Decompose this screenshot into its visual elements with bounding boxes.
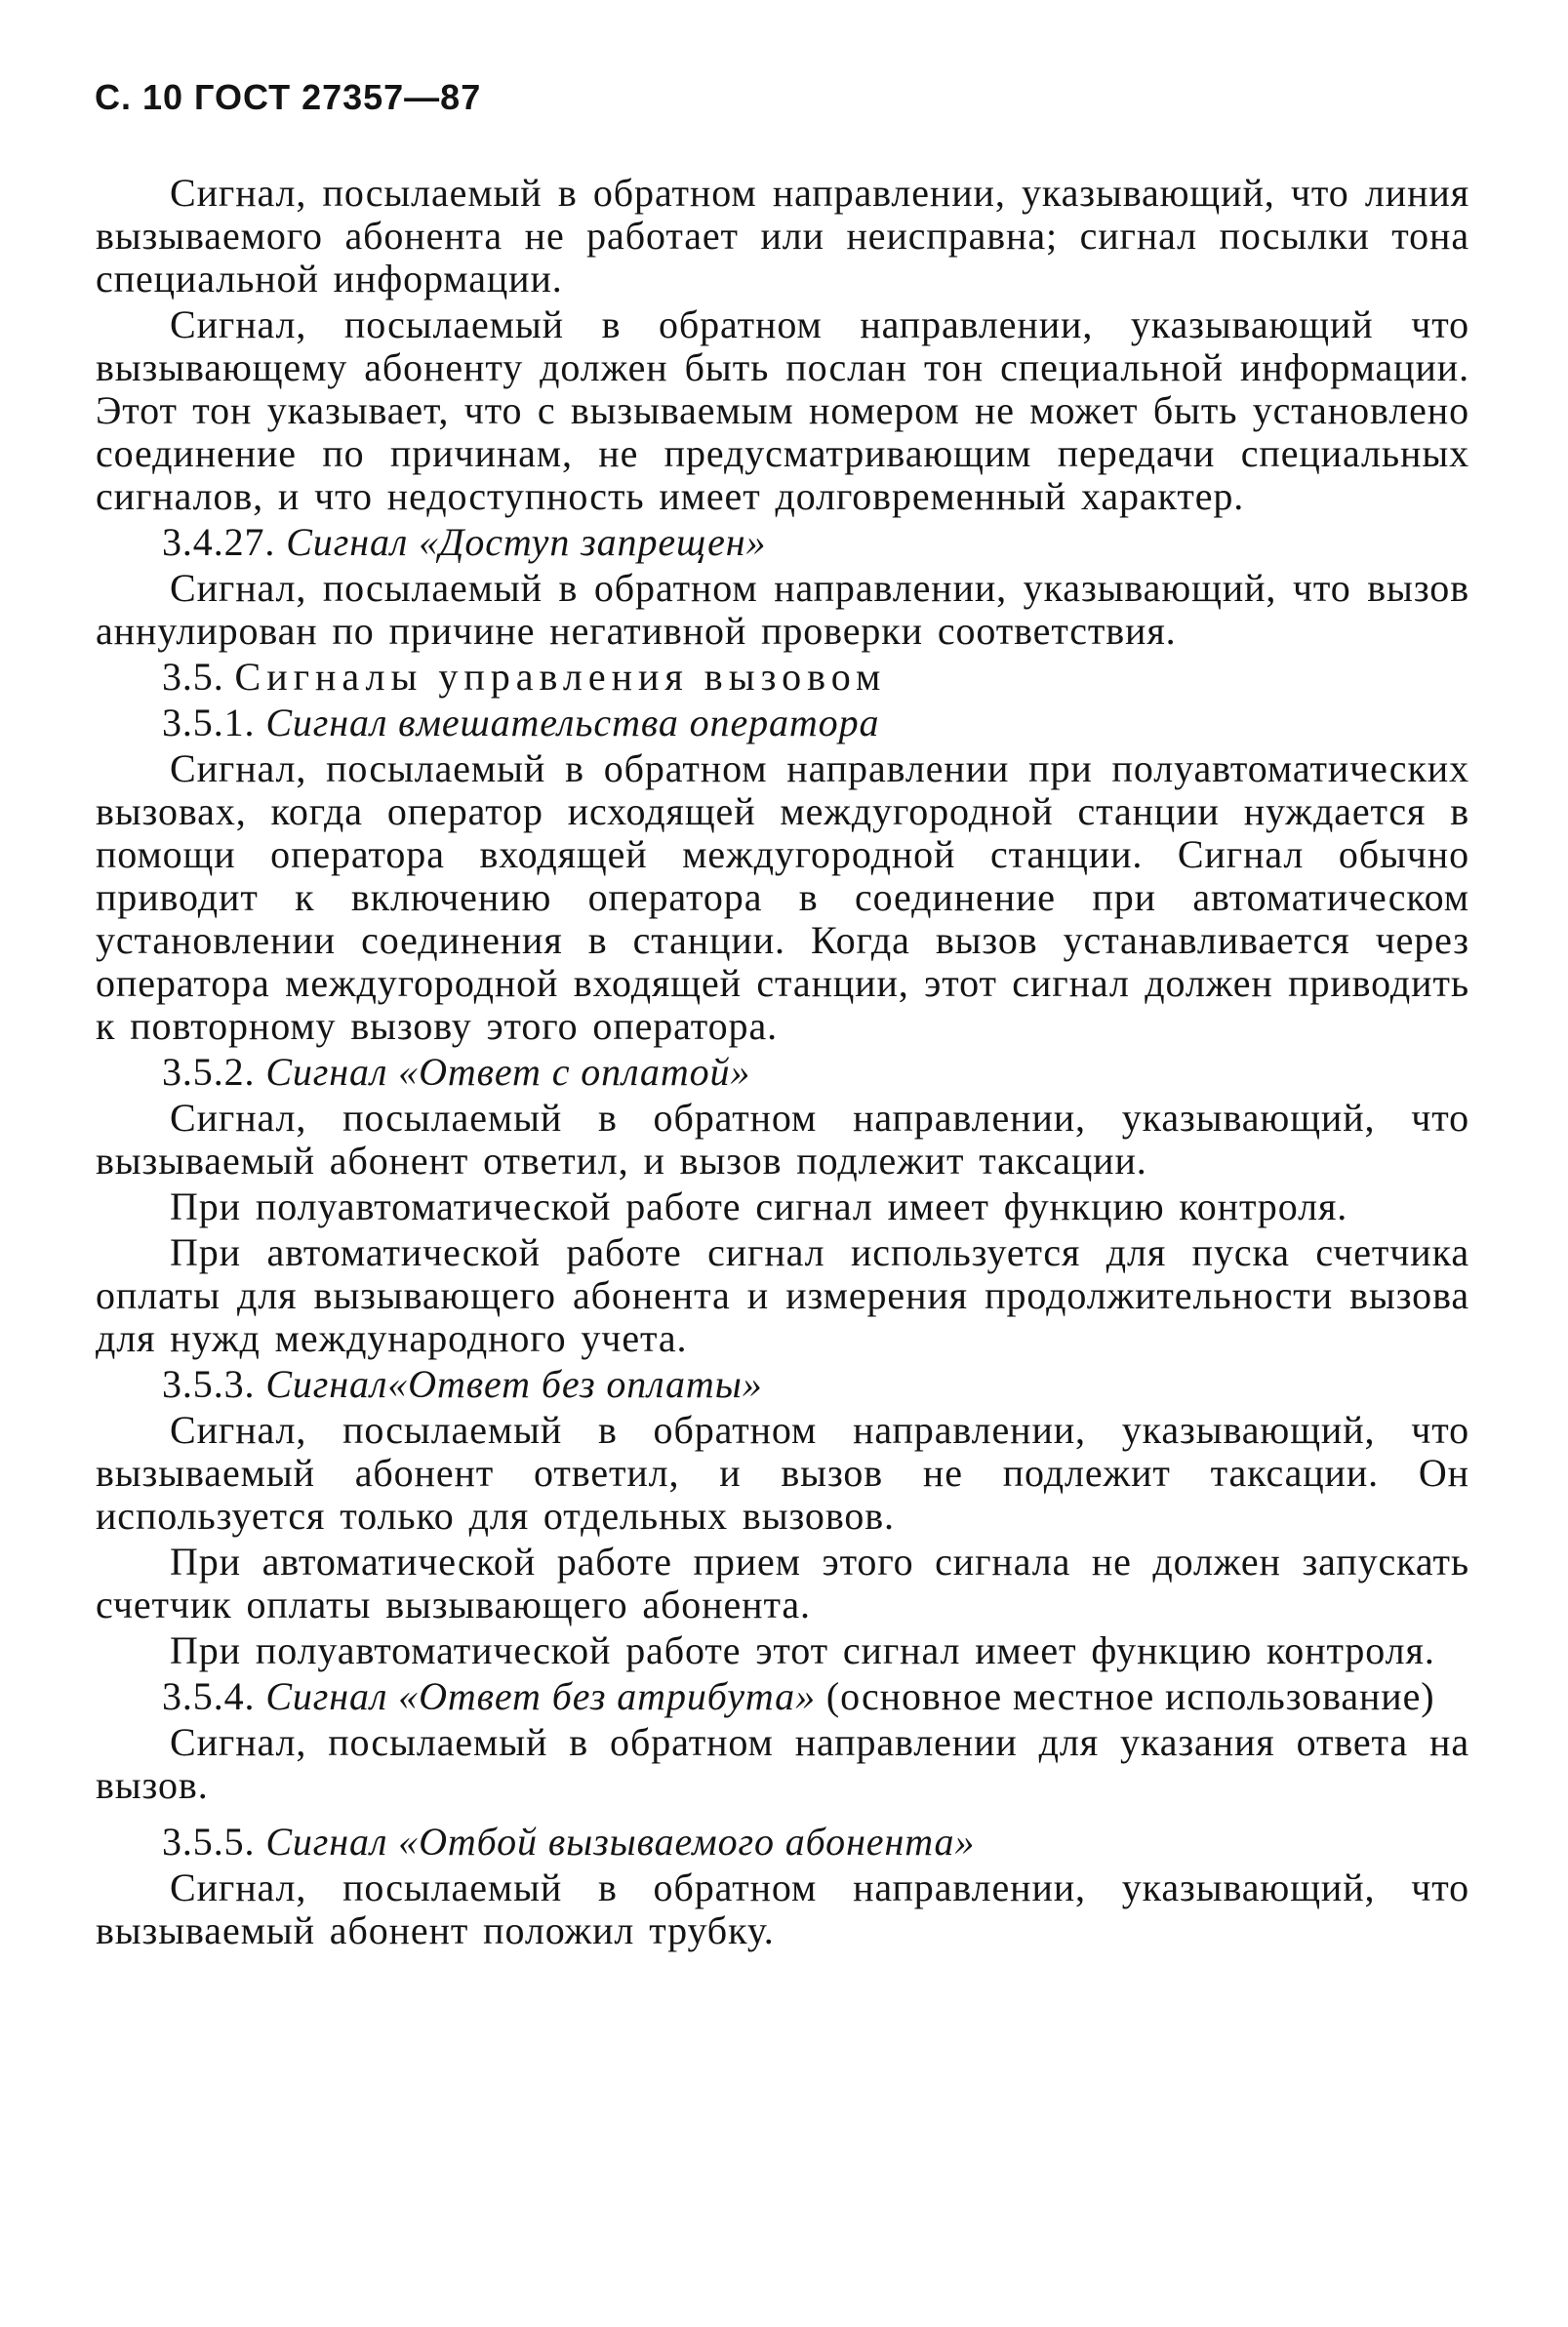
section-heading bbox=[96, 656, 1469, 699]
section-title: Сигнал вмешательства оператора bbox=[265, 701, 880, 744]
section-heading bbox=[96, 702, 1469, 744]
section-title: Сигнал «Доступ запрещен» bbox=[286, 520, 767, 564]
section-number: 3.5.4. bbox=[162, 1674, 256, 1718]
paragraph: Сигнал, посылаемый в обратном направлении, указывающий, что вызываемый абонент ответил, и вызов подлежит таксации. bbox=[96, 1096, 1469, 1183]
paragraph: При полуавтоматической работе сигнал имеет функцию контроля. bbox=[170, 1184, 1348, 1228]
paragraph: Сигнал, посылаемый в обратном направлении, указывающий, что вызываемый абонент ответил, и вызов не подлежит таксации. Он используется только для отдельных вызовов. bbox=[96, 1408, 1469, 1538]
section-heading bbox=[96, 1051, 1469, 1094]
paragraph: При автоматической работе сигнал используется для пуска счетчика оплаты для вызывающего абонента и измерения продолжительности вызова для нужд международного учета. bbox=[96, 1230, 1469, 1360]
page-header: С. 10 ГОСТ 27357—87 bbox=[95, 77, 482, 117]
section-number: 3.4.27. bbox=[162, 520, 276, 564]
paragraph: Сигнал, посылаемый в обратном направлении при полуавтоматических вызовах, когда оператор исходящей междугородной станции нуждается в помощи оператора входящей междугородной станции. Сигнал обычно приводит к включению оператора в соединение при автоматическом установлении соединения в станции. Когда вызов устанавливается через оператора междугородной входящей станции, этот сигнал должен приводить к повторному вызову этого оператора. bbox=[96, 746, 1469, 1048]
paragraph: Сигнал, посылаемый в обратном направлении для указания ответа на вызов. bbox=[96, 1720, 1469, 1807]
section-number: 3.5.1. bbox=[162, 701, 256, 744]
section-number: 3.5. bbox=[162, 655, 224, 699]
paragraph: Сигнал, посылаемый в обратном направлении, указывающий, что вызов аннулирован по причине негативной проверки соответствия. bbox=[96, 566, 1469, 653]
section-suffix: (основное местное использование) bbox=[816, 1674, 1435, 1718]
paragraph: Сигнал, посылаемый в обратном направлении, указывающий, что вызываемый абонент положил трубку. bbox=[96, 1866, 1469, 1952]
section-heading bbox=[96, 1675, 1469, 1718]
section-heading bbox=[96, 521, 1469, 564]
section-number: 3.5.2. bbox=[162, 1050, 256, 1094]
paragraph: При полуавтоматической работе этот сигнал имеет функцию контроля. bbox=[170, 1628, 1435, 1672]
section-number: 3.5.3. bbox=[162, 1362, 256, 1406]
section-number: 3.5.5. bbox=[162, 1820, 256, 1864]
section-heading bbox=[96, 1821, 1469, 1864]
section-title: Сигнал «Ответ с оплатой» bbox=[265, 1050, 751, 1094]
paragraph: Сигнал, посылаемый в обратном направлении, указывающий, что линия вызываемого абонента не работает или неисправна; сигнал посылки тона специальной информации. bbox=[96, 171, 1469, 301]
paragraph: При автоматической работе прием этого сигнала не должен запускать счетчик оплаты вызывающего абонента. bbox=[96, 1540, 1469, 1626]
section-heading bbox=[96, 1363, 1469, 1406]
section-title: Сигнал«Ответ без оплаты» bbox=[265, 1362, 763, 1406]
paragraph: Сигнал, посылаемый в обратном направлении, указывающий что вызывающему абоненту должен быть послан тон специальной информации. Этот тон указывает, что с вызываемым номером не может быть установлено соединение по причинам, не предусматривающим передачи специальных сигналов, и что недоступность имеет долговременный характер. bbox=[96, 302, 1469, 518]
section-title: Сигналы управления вызовом bbox=[234, 655, 887, 699]
document-body bbox=[96, 172, 1469, 1955]
section-title: Сигнал «Ответ без атрибута» bbox=[265, 1674, 816, 1718]
section-title: Сигнал «Отбой вызываемого абонента» bbox=[265, 1820, 976, 1864]
